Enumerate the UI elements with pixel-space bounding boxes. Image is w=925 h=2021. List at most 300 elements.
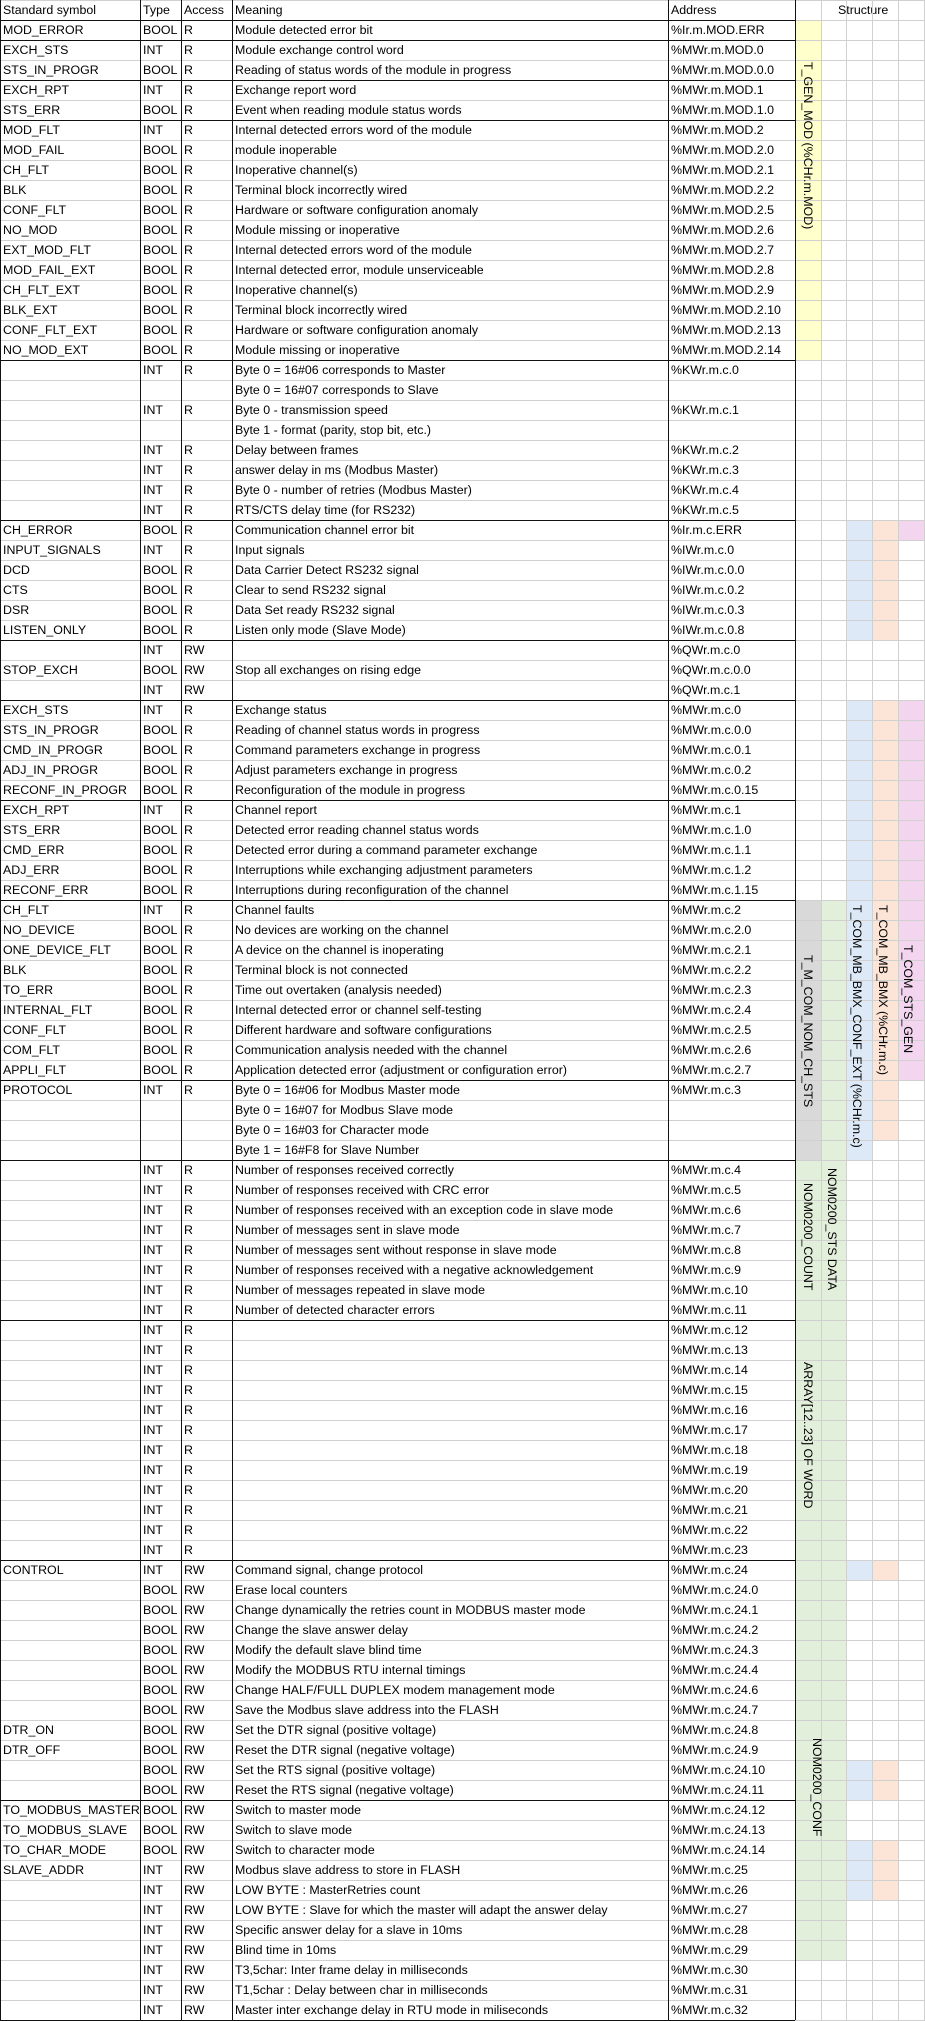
- cell-meaning: Internal detected errors word of the module: [235, 243, 472, 257]
- cell-access: R: [184, 203, 193, 217]
- grid-line: [0, 400, 925, 401]
- cell-type: BOOL: [143, 523, 178, 537]
- cell-symbol: [0, 1700, 3, 1720]
- cell-type: INT: [143, 483, 163, 497]
- cell-meaning: Interruptions while exchanging adjustment parameters: [235, 863, 533, 877]
- cell-address: %MWr.m.c.11: [671, 1303, 747, 1317]
- cell-symbol: TO_CHAR_MODE: [3, 1843, 107, 1857]
- cell-address: %MWr.m.c.1.2: [671, 863, 752, 877]
- cell-access: RW: [184, 1843, 205, 1857]
- cell-access: R: [184, 43, 193, 57]
- grid-line: [0, 1840, 925, 1841]
- cell-meaning: Internal detected error, module unserviceable: [235, 263, 484, 277]
- cell-type: BOOL: [143, 743, 178, 757]
- cell-address: %MWr.m.MOD.2.6: [671, 223, 775, 237]
- cell-type: INT: [143, 683, 163, 697]
- cell-meaning: T1,5char : Delay between char in milliseconds: [235, 1983, 488, 1997]
- cell-symbol: [0, 1360, 3, 1380]
- cell-symbol: RECONF_IN_PROGR: [3, 783, 127, 797]
- grid-line: [0, 100, 925, 101]
- cell-type: INT: [143, 1203, 163, 1217]
- cell-address: [668, 1140, 671, 1160]
- cell-meaning: Number of responses received with an exception code in slave mode: [235, 1203, 614, 1217]
- cell-access: R: [184, 1043, 193, 1057]
- cell-symbol: NO_MOD_EXT: [3, 343, 89, 357]
- cell-meaning: [232, 1480, 235, 1500]
- band-conf-ext-5: [846, 1840, 872, 1900]
- cell-meaning: Number of messages sent without response in slave mode: [235, 1243, 557, 1257]
- grid-col-line: [795, 0, 796, 2020]
- cell-address: %MWr.m.c.0: [671, 703, 741, 717]
- cell-address: %MWr.m.c.0.1: [671, 743, 752, 757]
- cell-address: %MWr.m.MOD.2.10: [671, 303, 781, 317]
- cell-access: R: [184, 843, 193, 857]
- cell-address: %MWr.m.MOD.2.5: [671, 203, 775, 217]
- grid-col-line: [872, 0, 873, 2020]
- grid-line: [0, 500, 925, 501]
- cell-type: INT: [143, 1963, 163, 1977]
- cell-meaning: Set the DTR signal (positive voltage): [235, 1723, 437, 1737]
- cell-meaning: A device on the channel is inoperating: [235, 943, 444, 957]
- cell-symbol: CMD_ERR: [3, 843, 65, 857]
- cell-symbol: [0, 1440, 3, 1460]
- cell-meaning: Terminal block is not connected: [235, 963, 408, 977]
- cell-meaning: Erase local counters: [235, 1583, 348, 1597]
- cell-access: R: [184, 123, 193, 137]
- cell-access: R: [184, 183, 193, 197]
- cell-meaning: [232, 1320, 235, 1340]
- grid-line: [0, 140, 925, 141]
- cell-address: %MWr.m.c.6: [671, 1203, 741, 1217]
- cell-meaning: Inoperative channel(s): [235, 163, 358, 177]
- cell-meaning: Byte 1 = 16#F8 for Slave Number: [235, 1143, 420, 1157]
- cell-symbol: STOP_EXCH: [3, 663, 78, 677]
- cell-meaning: Terminal block incorrectly wired: [235, 183, 408, 197]
- cell-type: BOOL: [143, 1063, 178, 1077]
- cell-address: %KWr.m.c.0: [671, 363, 739, 377]
- grid-line: [0, 1440, 925, 1441]
- grid-line: [0, 280, 925, 281]
- cell-address: %IWr.m.c.0: [671, 543, 735, 557]
- cell-symbol: [0, 360, 3, 380]
- cell-access: R: [184, 1263, 193, 1277]
- cell-address: %KWr.m.c.5: [671, 503, 739, 517]
- cell-access: R: [184, 883, 193, 897]
- cell-type: INT: [143, 1323, 163, 1337]
- cell-address: %MWr.m.c.31: [671, 1983, 748, 1997]
- cell-address: %MWr.m.c.24.7: [671, 1703, 759, 1717]
- cell-access: R: [184, 743, 193, 757]
- cell-address: [668, 380, 671, 400]
- cell-type: BOOL: [143, 1723, 178, 1737]
- cell-access: R: [184, 803, 193, 817]
- header-access: Access: [184, 3, 224, 17]
- grid-line: [0, 960, 925, 961]
- cell-access: R: [184, 323, 193, 337]
- cell-symbol: [0, 1120, 3, 1140]
- cell-symbol: APPLI_FLT: [3, 1063, 67, 1077]
- cell-address: %MWr.m.c.2.5: [671, 1023, 752, 1037]
- cell-meaning: Command parameters exchange in progress: [235, 743, 481, 757]
- cell-symbol: CMD_IN_PROGR: [3, 743, 103, 757]
- cell-access: RW: [184, 1643, 205, 1657]
- cell-address: %MWr.m.MOD.0.0: [671, 63, 775, 77]
- grid-line: [0, 1140, 925, 1141]
- cell-symbol: DTR_OFF: [3, 1743, 61, 1757]
- cell-access: R: [184, 483, 193, 497]
- cell-meaning: Set the RTS signal (positive voltage): [235, 1763, 436, 1777]
- cell-meaning: Change the slave answer delay: [235, 1623, 408, 1637]
- cell-symbol: [0, 1500, 3, 1520]
- grid-line: [0, 1460, 925, 1461]
- cell-meaning: Number of messages sent in slave mode: [235, 1223, 460, 1237]
- cell-address: %Ir.m.MOD.ERR: [671, 23, 765, 37]
- cell-address: %MWr.m.c.2.2: [671, 963, 752, 977]
- cell-symbol: [0, 2000, 3, 2020]
- cell-access: R: [184, 703, 193, 717]
- header-structure: Structure: [838, 3, 889, 17]
- cell-symbol: [0, 1220, 3, 1240]
- cell-meaning: [232, 680, 235, 700]
- cell-meaning: Modify the MODBUS RTU internal timings: [235, 1663, 466, 1677]
- grid-line: [0, 1760, 925, 1761]
- cell-type: [140, 380, 143, 400]
- cell-type: BOOL: [143, 923, 178, 937]
- cell-address: %MWr.m.c.23: [671, 1543, 748, 1557]
- cell-address: %KWr.m.c.1: [671, 403, 739, 417]
- cell-address: %MWr.m.c.2: [671, 903, 741, 917]
- cell-meaning: Detected error during a command parameter exchange: [235, 843, 538, 857]
- cell-address: %MWr.m.c.26: [671, 1883, 748, 1897]
- cell-address: %MWr.m.c.12: [671, 1323, 748, 1337]
- cell-type: BOOL: [143, 223, 178, 237]
- cell-access: R: [184, 1463, 193, 1477]
- header-meaning: Meaning: [235, 3, 283, 17]
- grid-line: [0, 420, 925, 421]
- cell-access: RW: [184, 663, 205, 677]
- band-bmx-3: [872, 1560, 898, 1580]
- cell-meaning: LOW BYTE : Slave for which the master will adapt the answer delay: [235, 1903, 608, 1917]
- cell-meaning: Delay between frames: [235, 443, 359, 457]
- cell-symbol: [0, 480, 3, 500]
- cell-meaning: Byte 0 = 16#07 corresponds to Slave: [235, 383, 439, 397]
- cell-type: BOOL: [143, 663, 178, 677]
- cell-meaning: LOW BYTE : MasterRetries count: [235, 1883, 421, 1897]
- cell-symbol: [0, 460, 3, 480]
- cell-symbol: EXCH_RPT: [3, 83, 70, 97]
- grid-col-line: [898, 0, 899, 2020]
- cell-address: [668, 1100, 671, 1120]
- grid-line: [0, 440, 925, 441]
- cell-meaning: Listen only mode (Slave Mode): [235, 623, 406, 637]
- cell-type: INT: [143, 543, 163, 557]
- cell-address: %MWr.m.c.16: [671, 1403, 748, 1417]
- cell-symbol: TO_MODBUS_MASTER: [3, 1803, 140, 1817]
- cell-meaning: Exchange report word: [235, 83, 357, 97]
- cell-address: %MWr.m.c.24: [671, 1563, 748, 1577]
- struct-label-array-word: ARRAY[12..23] OF WORD: [801, 1362, 815, 1509]
- cell-address: %MWr.m.c.0.0: [671, 723, 752, 737]
- grid-line: [0, 1480, 925, 1481]
- cell-symbol: MOD_FAIL: [3, 143, 65, 157]
- cell-access: R: [184, 1083, 193, 1097]
- cell-address: %MWr.m.c.2.1: [671, 943, 752, 957]
- cell-access: R: [184, 1363, 193, 1377]
- cell-meaning: [232, 1460, 235, 1480]
- cell-access: RW: [184, 1903, 205, 1917]
- cell-meaning: Hardware or software configuration anomaly: [235, 203, 479, 217]
- cell-type: BOOL: [143, 1683, 178, 1697]
- cell-symbol: [0, 1100, 3, 1120]
- cell-symbol: CH_FLT: [3, 163, 49, 177]
- cell-type: [140, 1140, 143, 1160]
- cell-access: RW: [184, 1583, 205, 1597]
- cell-address: %MWr.m.MOD.1.0: [671, 103, 775, 117]
- cell-access: R: [184, 963, 193, 977]
- grid-line: [0, 920, 925, 921]
- cell-symbol: NO_MOD: [3, 223, 58, 237]
- cell-access: RW: [184, 1563, 205, 1577]
- grid-line: [0, 1740, 925, 1741]
- cell-access: R: [184, 863, 193, 877]
- cell-meaning: Change dynamically the retries count in MODBUS master mode: [235, 1603, 586, 1617]
- cell-access: R: [184, 163, 193, 177]
- cell-access: R: [184, 823, 193, 837]
- cell-meaning: Reset the DTR signal (negative voltage): [235, 1743, 455, 1757]
- cell-symbol: [0, 680, 3, 700]
- cell-access: [181, 1120, 184, 1140]
- cell-access: R: [184, 83, 193, 97]
- grid-line: [0, 680, 925, 681]
- cell-type: INT: [143, 1363, 163, 1377]
- cell-address: %MWr.m.c.2.6: [671, 1043, 752, 1057]
- cell-address: %MWr.m.c.7: [671, 1223, 741, 1237]
- cell-symbol: PROTOCOL: [3, 1083, 73, 1097]
- cell-type: INT: [143, 1903, 163, 1917]
- cell-access: R: [184, 1023, 193, 1037]
- cell-access: R: [184, 563, 193, 577]
- cell-address: %MWr.m.c.24.4: [671, 1663, 759, 1677]
- grid-line: [0, 1520, 925, 1521]
- grid-line: [0, 1500, 925, 1501]
- cell-type: BOOL: [143, 983, 178, 997]
- cell-symbol: LISTEN_ONLY: [3, 623, 87, 637]
- cell-address: %MWr.m.c.24.1: [671, 1603, 759, 1617]
- cell-address: %IWr.m.c.0.0: [671, 563, 745, 577]
- cell-meaning: Byte 0 - transmission speed: [235, 403, 388, 417]
- grid-line: [0, 1640, 925, 1641]
- cell-address: %MWr.m.c.1.0: [671, 823, 752, 837]
- cell-symbol: [0, 1160, 3, 1180]
- cell-symbol: [0, 1300, 3, 1320]
- cell-symbol: EXCH_STS: [3, 703, 69, 717]
- cell-address: %MWr.m.c.24.0: [671, 1583, 759, 1597]
- cell-symbol: [0, 1280, 3, 1300]
- cell-symbol: [0, 1540, 3, 1560]
- cell-access: R: [184, 1523, 193, 1537]
- cell-address: %KWr.m.c.3: [671, 463, 739, 477]
- cell-address: %MWr.m.MOD.2.2: [671, 183, 775, 197]
- cell-meaning: Byte 0 = 16#06 for Modbus Master mode: [235, 1083, 460, 1097]
- cell-symbol: ADJ_IN_PROGR: [3, 763, 99, 777]
- cell-type: BOOL: [143, 303, 178, 317]
- cell-meaning: Byte 0 = 16#07 for Modbus Slave mode: [235, 1103, 454, 1117]
- cell-address: %MWr.m.c.2.4: [671, 1003, 752, 1017]
- cell-type: BOOL: [143, 783, 178, 797]
- cell-type: INT: [143, 1283, 163, 1297]
- cell-type: BOOL: [143, 1023, 178, 1037]
- cell-address: %QWr.m.c.1: [671, 683, 741, 697]
- cell-meaning: Data Carrier Detect RS232 signal: [235, 563, 419, 577]
- cell-symbol: [0, 1880, 3, 1900]
- cell-symbol: [0, 1760, 3, 1780]
- grid-line: [0, 300, 925, 301]
- cell-type: BOOL: [143, 243, 178, 257]
- cell-address: %MWr.m.c.8: [671, 1243, 741, 1257]
- cell-type: BOOL: [143, 583, 178, 597]
- grid-line: [0, 460, 925, 461]
- grid-line: [0, 1580, 925, 1581]
- cell-type: INT: [143, 83, 163, 97]
- cell-address: %KWr.m.c.4: [671, 483, 739, 497]
- cell-symbol: MOD_ERROR: [3, 23, 84, 37]
- cell-meaning: module inoperable: [235, 143, 337, 157]
- cell-access: RW: [184, 2003, 205, 2017]
- cell-type: INT: [143, 1923, 163, 1937]
- cell-symbol: [0, 380, 3, 400]
- cell-symbol: CH_FLT: [3, 903, 49, 917]
- cell-type: BOOL: [143, 203, 178, 217]
- cell-meaning: Number of detected character errors: [235, 1303, 435, 1317]
- cell-symbol: DCD: [3, 563, 30, 577]
- cell-meaning: Communication analysis needed with the channel: [235, 1043, 508, 1057]
- struct-label-nom0200-count: NOM0200_COUNT: [801, 1183, 815, 1291]
- cell-type: INT: [143, 1403, 163, 1417]
- cell-type: INT: [143, 1423, 163, 1437]
- cell-type: INT: [143, 1083, 163, 1097]
- cell-address: [668, 1120, 671, 1140]
- cell-access: RW: [184, 1863, 205, 1877]
- cell-type: BOOL: [143, 1783, 178, 1797]
- cell-address: %MWr.m.c.2.3: [671, 983, 752, 997]
- cell-type: [140, 1100, 143, 1120]
- cell-access: RW: [184, 1943, 205, 1957]
- cell-symbol: [0, 1620, 3, 1640]
- cell-access: R: [184, 443, 193, 457]
- grid-line: [0, 1380, 925, 1381]
- cell-type: BOOL: [143, 623, 178, 637]
- cell-address: %MWr.m.c.24.12: [671, 1803, 766, 1817]
- cell-symbol: [0, 1920, 3, 1940]
- grid-line: [0, 1220, 925, 1221]
- cell-access: R: [184, 1203, 193, 1217]
- cell-type: INT: [143, 463, 163, 477]
- cell-symbol: [0, 1340, 3, 1360]
- cell-address: %MWr.m.c.24.14: [671, 1843, 766, 1857]
- cell-symbol: CONF_FLT_EXT: [3, 323, 98, 337]
- band-conf-ext-3: [846, 1560, 872, 1580]
- cell-access: [181, 420, 184, 440]
- cell-symbol: [0, 1980, 3, 2000]
- cell-address: %MWr.m.c.9: [671, 1263, 741, 1277]
- cell-meaning: Adjust parameters exchange in progress: [235, 763, 458, 777]
- cell-access: R: [184, 1543, 193, 1557]
- cell-meaning: Channel faults: [235, 903, 315, 917]
- cell-type: BOOL: [143, 183, 178, 197]
- cell-meaning: Save the Modbus slave address into the FLASH: [235, 1703, 499, 1717]
- cell-meaning: Detected error reading channel status words: [235, 823, 479, 837]
- cell-type: INT: [143, 1223, 163, 1237]
- cell-meaning: Reading of channel status words in progress: [235, 723, 480, 737]
- cell-meaning: T3,5char: Inter frame delay in milliseconds: [235, 1963, 468, 1977]
- cell-type: INT: [143, 1163, 163, 1177]
- header-address: Address: [671, 3, 717, 17]
- cell-access: R: [184, 1243, 193, 1257]
- cell-access: R: [184, 63, 193, 77]
- cell-access: RW: [184, 1683, 205, 1697]
- cell-symbol: BLK: [3, 963, 27, 977]
- cell-access: RW: [184, 1763, 205, 1777]
- cell-access: RW: [184, 1703, 205, 1717]
- cell-type: INT: [143, 803, 163, 817]
- cell-type: BOOL: [143, 103, 178, 117]
- cell-address: %MWr.m.c.17: [671, 1423, 748, 1437]
- cell-address: %MWr.m.c.24.3: [671, 1643, 759, 1657]
- cell-address: %MWr.m.MOD.2.14: [671, 343, 781, 357]
- band-bmx-5: [872, 1840, 898, 1900]
- cell-type: BOOL: [143, 763, 178, 777]
- cell-symbol: [0, 400, 3, 420]
- cell-access: R: [184, 623, 193, 637]
- cell-address: [668, 420, 671, 440]
- cell-type: BOOL: [143, 163, 178, 177]
- cell-meaning: Data Set ready RS232 signal: [235, 603, 395, 617]
- cell-meaning: Switch to slave mode: [235, 1823, 353, 1837]
- cell-type: BOOL: [143, 843, 178, 857]
- grid-line: [0, 220, 925, 221]
- grid-line: [0, 1400, 925, 1401]
- grid-line: [0, 540, 925, 541]
- cell-symbol: STS_IN_PROGR: [3, 63, 99, 77]
- cell-type: INT: [143, 1563, 163, 1577]
- struct-label-t-com-mb-bmx-conf-ext: T_COM_MB_BMX_CONF_EXT (%CHr.m.c): [850, 905, 864, 1148]
- cell-address: %MWr.m.c.24.2: [671, 1623, 759, 1637]
- cell-address: %MWr.m.c.4: [671, 1163, 741, 1177]
- cell-address: %MWr.m.MOD.0: [671, 43, 764, 57]
- cell-type: INT: [143, 43, 163, 57]
- cell-meaning: Exchange status: [235, 703, 327, 717]
- cell-type: INT: [143, 1943, 163, 1957]
- cell-meaning: Byte 0 = 16#06 corresponds to Master: [235, 363, 446, 377]
- cell-type: BOOL: [143, 143, 178, 157]
- cell-access: RW: [184, 1803, 205, 1817]
- cell-meaning: Modify the default slave blind time: [235, 1643, 422, 1657]
- cell-meaning: Event when reading module status words: [235, 103, 462, 117]
- cell-type: INT: [143, 1463, 163, 1477]
- cell-access: R: [184, 1283, 193, 1297]
- cell-address: %IWr.m.c.0.3: [671, 603, 745, 617]
- cell-meaning: Internal detected error or channel self-testing: [235, 1003, 482, 1017]
- cell-meaning: Switch to master mode: [235, 1803, 362, 1817]
- grid-line: [0, 340, 925, 341]
- cell-meaning: Switch to character mode: [235, 1843, 375, 1857]
- cell-address: %MWr.m.MOD.2.13: [671, 323, 781, 337]
- cell-access: RW: [184, 1743, 205, 1757]
- cell-access: R: [184, 503, 193, 517]
- cell-symbol: DTR_ON: [3, 1723, 54, 1737]
- cell-type: BOOL: [143, 1583, 178, 1597]
- cell-symbol: EXCH_RPT: [3, 803, 70, 817]
